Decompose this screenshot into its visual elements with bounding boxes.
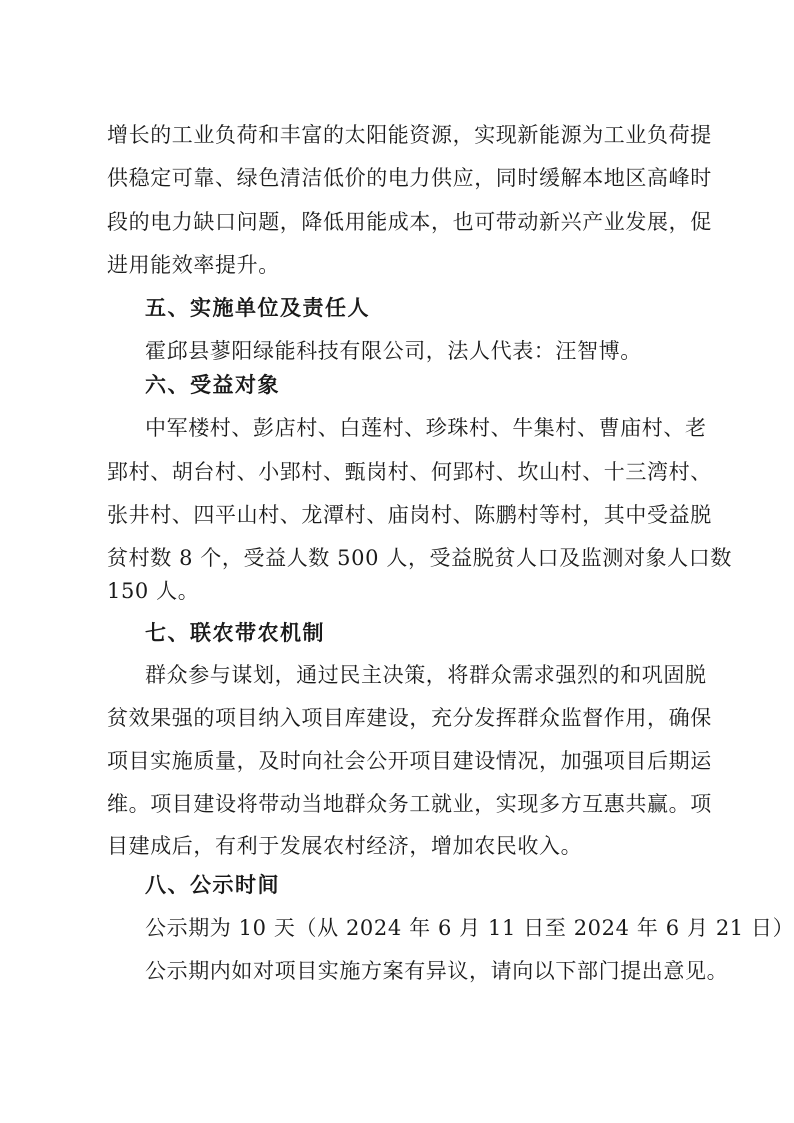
implementer-text: 霍邱县蓼阳绿能科技有限公司，法人代表：汪智博。 (145, 339, 642, 363)
mechanism-line: 维。项目建设将带动当地群众务工就业，实现多方互惠共赢。项 (107, 792, 712, 816)
beneficiaries-line: 贫村数 8 个，受益人数 500 人，受益脱贫人口及监测对象人口数 (107, 546, 732, 570)
mechanism-line: 目建成后，有利于发展农村经济，增加农民收入。 (107, 834, 583, 858)
beneficiaries-line: 郢村、胡台村、小郢村、甄岗村、何郢村、坎山村、十三湾村、 (107, 460, 712, 484)
section-heading-implementer: 五、实施单位及责任人 (145, 296, 370, 320)
mechanism-line: 项目实施质量，及时向社会公开项目建设情况，加强项目后期运 (107, 749, 712, 773)
section-heading-publicity-period: 八、公示时间 (145, 873, 280, 897)
beneficiaries-line: 150 人。 (107, 579, 200, 603)
publicity-period-line: 公示期内如对项目实施方案有异议，请向以下部门提出意见。 (145, 959, 729, 983)
section-heading-mechanism: 七、联农带农机制 (145, 621, 325, 645)
paragraph-line: 增长的工业负荷和丰富的太阳能资源，实现新能源为工业负荷提 (107, 123, 712, 147)
mechanism-line: 群众参与谋划，通过民主决策，将群众需求强烈的和巩固脱 (145, 663, 707, 687)
beneficiaries-line: 张井村、四平山村、龙潭村、庙岗村、陈鹏村等村，其中受益脱 (107, 503, 712, 527)
paragraph-line: 进用能效率提升。 (107, 253, 280, 277)
beneficiaries-line: 中军楼村、彭店村、白莲村、珍珠村、牛集村、曹庙村、老 (145, 416, 707, 440)
paragraph-line: 段的电力缺口问题，降低用能成本，也可带动新兴产业发展，促 (107, 210, 712, 234)
paragraph-line: 供稳定可靠、绿色清洁低价的电力供应，同时缓解本地区高峰时 (107, 166, 712, 190)
mechanism-line: 贫效果强的项目纳入项目库建设，充分发挥群众监督作用，确保 (107, 706, 712, 730)
section-heading-beneficiaries: 六、受益对象 (145, 373, 280, 397)
publicity-period-line: 公示期为 10 天（从 2024 年 6 月 11 日至 2024 年 6 月 21 日） (145, 916, 794, 940)
